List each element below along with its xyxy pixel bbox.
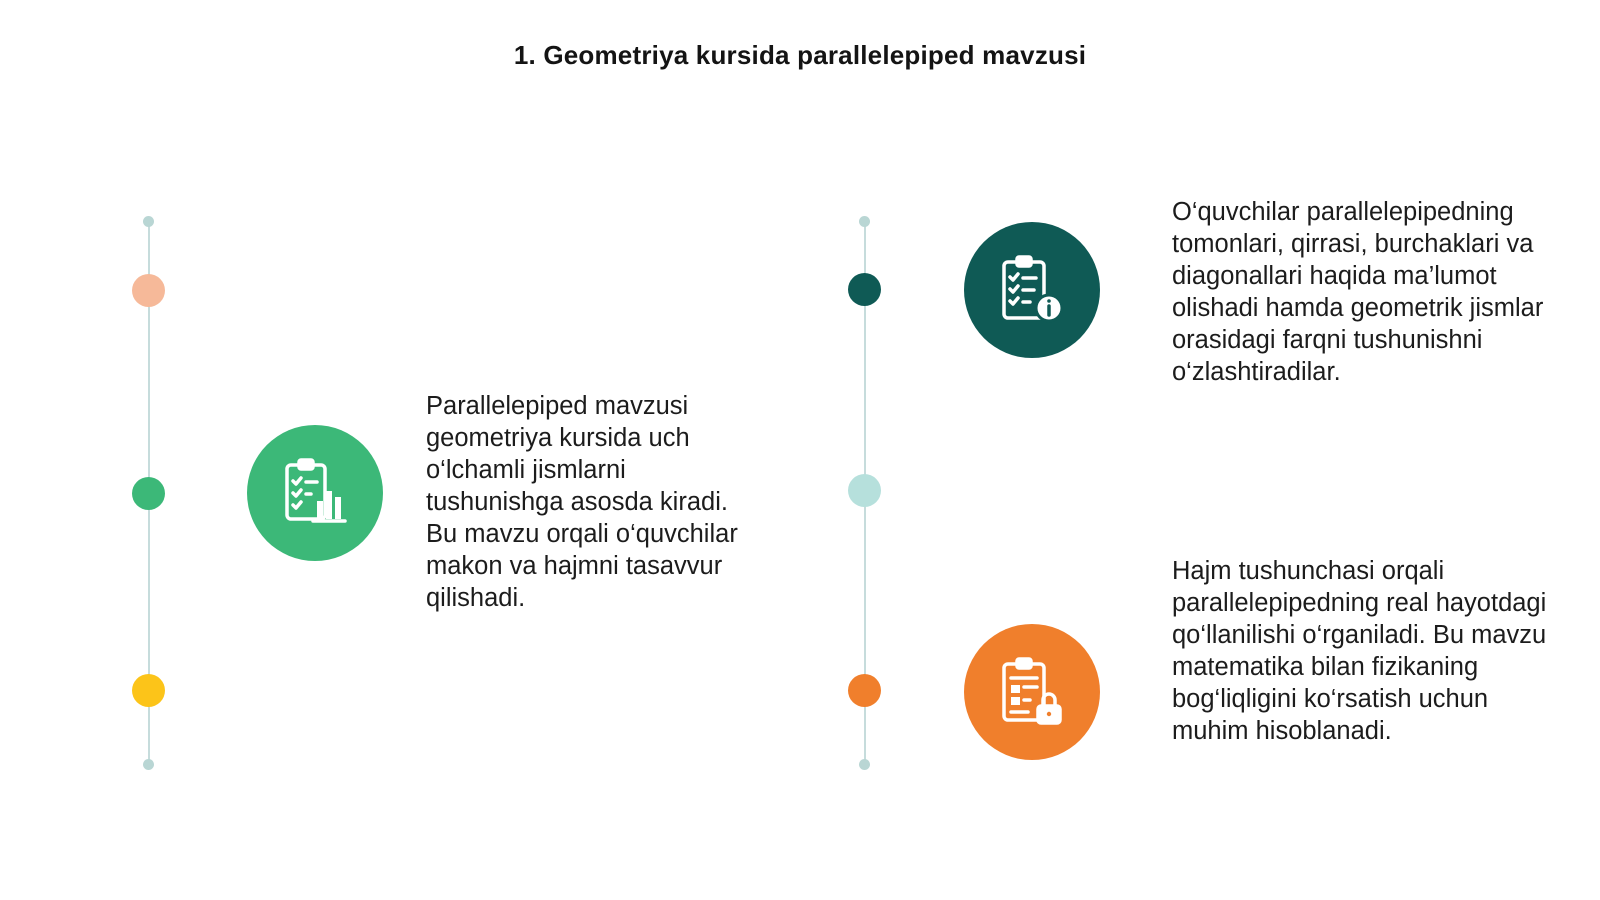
clipboard-chart-icon-circle bbox=[247, 425, 383, 561]
clipboard-lock-icon-circle bbox=[964, 624, 1100, 760]
timeline-marker-peach bbox=[132, 274, 165, 307]
timeline-marker-light-teal bbox=[848, 474, 881, 507]
timeline-marker-green bbox=[132, 477, 165, 510]
page-title: 1. Geometriya kursida parallelepiped mavzusi bbox=[513, 40, 1087, 70]
clipboard-lock-icon bbox=[992, 652, 1072, 732]
item-description: O‘quvchilar parallelepipedning tomonlari, qirrasi, burchaklari va diagonallari haqida ma’lumot olishadi hamda geometrik jismlar orasidagi farqni tushunishni o‘zlashtiradilar. bbox=[1172, 198, 1544, 386]
timeline-marker-yellow bbox=[132, 674, 165, 707]
timeline-start-dot bbox=[859, 216, 870, 227]
item-description: Parallelepiped mavzusi geometriya kursida uch o‘lchamli jismlarni tushunishga asosda kiradi. Bu mavzu orqali o‘quvchilar makon va hajmni tasavvur qilishadi. bbox=[426, 392, 738, 612]
timeline-marker-orange bbox=[848, 674, 881, 707]
item-description: Hajm tushunchasi orqali parallelepipedning real hayotdagi qo‘llanilishi o‘rganiladi. Bu mavzu matematika bilan fizikaning bog‘liqligini ko‘rsatish uchun muhim hisoblanadi. bbox=[1172, 557, 1547, 745]
clipboard-chart-icon bbox=[275, 453, 355, 533]
clipboard-info-icon-circle bbox=[964, 222, 1100, 358]
timeline-end-dot bbox=[143, 759, 154, 770]
timeline-end-dot bbox=[859, 759, 870, 770]
timeline-marker-dark-teal bbox=[848, 273, 881, 306]
clipboard-info-icon bbox=[992, 250, 1072, 330]
timeline-start-dot bbox=[143, 216, 154, 227]
